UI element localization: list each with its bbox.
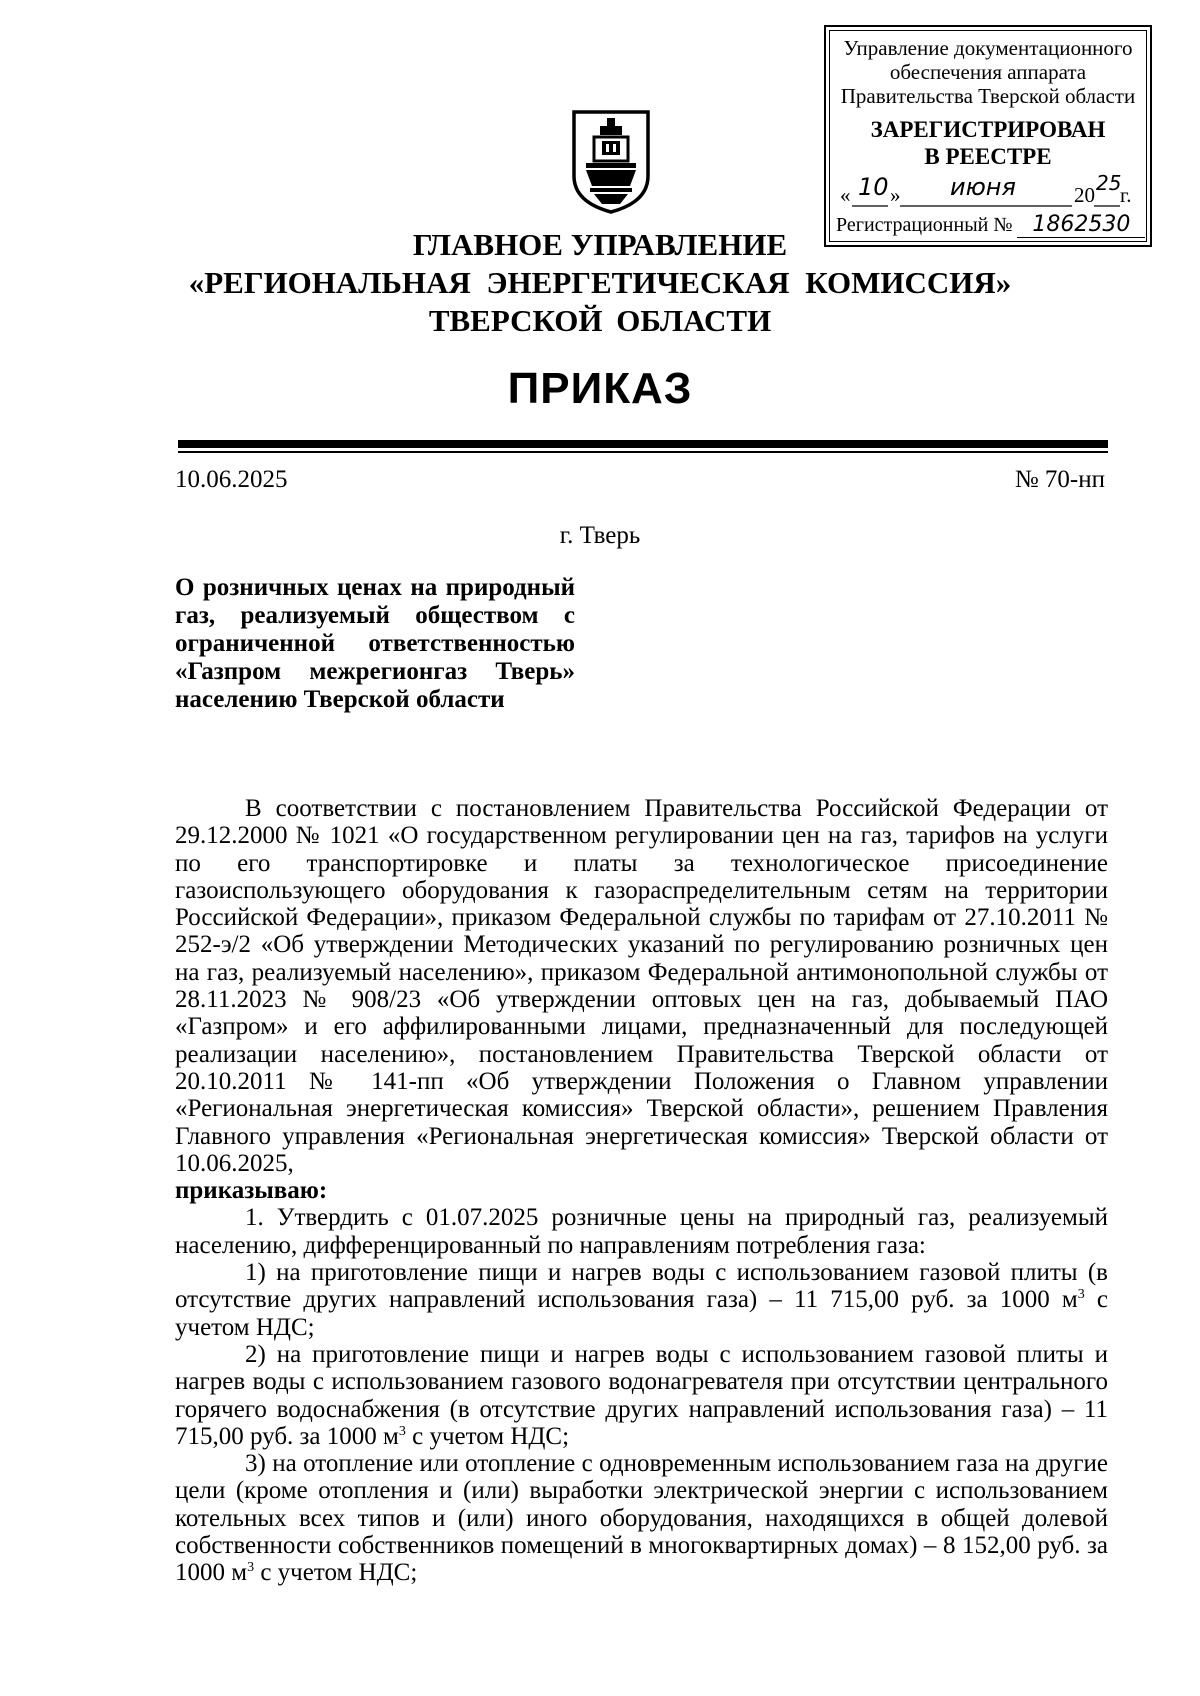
stamp-department: Управление документационного обеспечения аппарата Правительства Тверской области	[840, 36, 1136, 108]
stamp-in-registry: В РЕЕСТРЕ	[924, 144, 1052, 169]
org-name-line-3: ТВЕРСКОЙ ОБЛАСТИ	[428, 303, 772, 338]
subitem-3-vat: с учетом НДС;	[254, 1559, 418, 1587]
cubic-superscript: 3	[1077, 1287, 1085, 1303]
subitem-2-vat: с учетом НДС;	[405, 1422, 570, 1450]
registration-stamp	[824, 25, 1152, 247]
stamp-date-suffix: г.	[1120, 183, 1132, 207]
subitem-1-vat: с учетом НДС;	[175, 1286, 1108, 1341]
subitem-2-text: 2) на приготовление пищи и нагрев воды с использованием газовой плиты и нагрев воды с использованием газового водонагревателя при отсутствии центрального горячего водоснабжения (в отсутствие других направлений использования газа) – 11 715,00 руб. за 1000 м	[175, 1340, 1108, 1450]
stamp-date-close-quote: »	[890, 183, 901, 207]
cubic-superscript: 3	[247, 1560, 255, 1576]
document-subject: О розничных ценах на природный газ, реализуемый обществом с ограниченной ответственностью «Газпром межрегионгаз Тверь» населению Тверской области	[175, 574, 575, 713]
document-number: № 70-нп	[1014, 466, 1105, 493]
header-divider-thick	[178, 440, 1108, 448]
subitem-1-paragraph	[175, 1259, 1108, 1341]
stamp-date-year: 25	[1096, 171, 1122, 195]
header-divider-thin	[178, 451, 1108, 453]
subitem-3-text: 3) на отопление или отопление с одновременным использованием газа на другие цели (кроме отопления и (или) выработки электрической энергии с использованием котельных всех типов и (или) иного оборудования, находящихся в общей долевой собственности собственников помещений в многоквартирных домах) – 8 152,00 руб. за 1000 м	[175, 1450, 1108, 1587]
document-body	[175, 795, 1108, 1587]
stamp-reg-number: 1862530	[1017, 213, 1145, 238]
stamp-date-line	[838, 171, 1138, 209]
document-city: г. Тверь	[559, 522, 641, 549]
stamp-reg-label: Регистрационный №	[836, 214, 1013, 236]
org-name-line-2: «РЕГИОНАЛЬНАЯ ЭНЕРГЕТИЧЕСКАЯ КОМИССИЯ»	[188, 265, 1012, 300]
stamp-date-century: 20	[1074, 183, 1095, 207]
stamp-inner-border	[829, 30, 1147, 242]
org-name-line-1: ГЛАВНОЕ УПРАВЛЕНИЕ	[412, 227, 788, 262]
stamp-date-day: 10	[858, 173, 889, 201]
subitem-3-paragraph	[175, 1450, 1108, 1586]
subitem-2-paragraph	[175, 1341, 1108, 1450]
item-1-paragraph: 1. Утвердить с 01.07.2025 розничные цены на природный газ, реализуемый населению, дифференцированный по направлениям потребления газа:	[175, 1204, 1108, 1259]
stamp-date-month: июня	[950, 173, 1016, 201]
cubic-superscript: 3	[398, 1423, 406, 1439]
stamp-registered: ЗАРЕГИСТРИРОВАН	[870, 117, 1106, 142]
stamp-date-underlines	[838, 177, 1138, 209]
coat-of-arms-emblem	[570, 108, 652, 216]
preamble-paragraph: В соответствии с постановлением Правительства Российской Федерации от 29.12.2000 № 1021 «О государственном регулировании цен на газ, тарифов на услуги по его транспортировке и платы за технологическое присоединение газоиспользующего оборудования к газораспределительным сетям на территории Российской Федерации», приказом Федеральной службы по тарифам от 27.10.2011 № 252-э/2 «Об утверждении Методических указаний по регулированию розничных цен на газ, реализуемый населению», приказом Федеральной антимонопольной службы от 28.11.2023 № 908/23 «Об утверждении оптовых цен на газ, добываемый ПАО «Газпром» и его аффилированными лицами, предназначенный для последующей реализации населению», постановлением Правительства Тверской области от 20.10.2011 № 141-пп «Об утверждении Положения о Главном управлении «Региональная энергетическая комиссия» Тверской области», решением Правления Главного управления «Региональная энергетическая комиссия» Тверской области от 10.06.2025,	[175, 795, 1108, 1177]
order-word: приказываю:	[175, 1177, 328, 1205]
subitem-1-text: 1) на приготовление пищи и нагрев воды с использованием газовой плиты (в отсутствие других направлений использования газа) – 11 715,00 руб. за 1000 м	[175, 1259, 1108, 1314]
document-title: ПРИКАЗ	[507, 364, 693, 413]
stamp-date-open-quote: «	[840, 183, 851, 207]
document-date: 10.06.2025	[175, 466, 288, 493]
